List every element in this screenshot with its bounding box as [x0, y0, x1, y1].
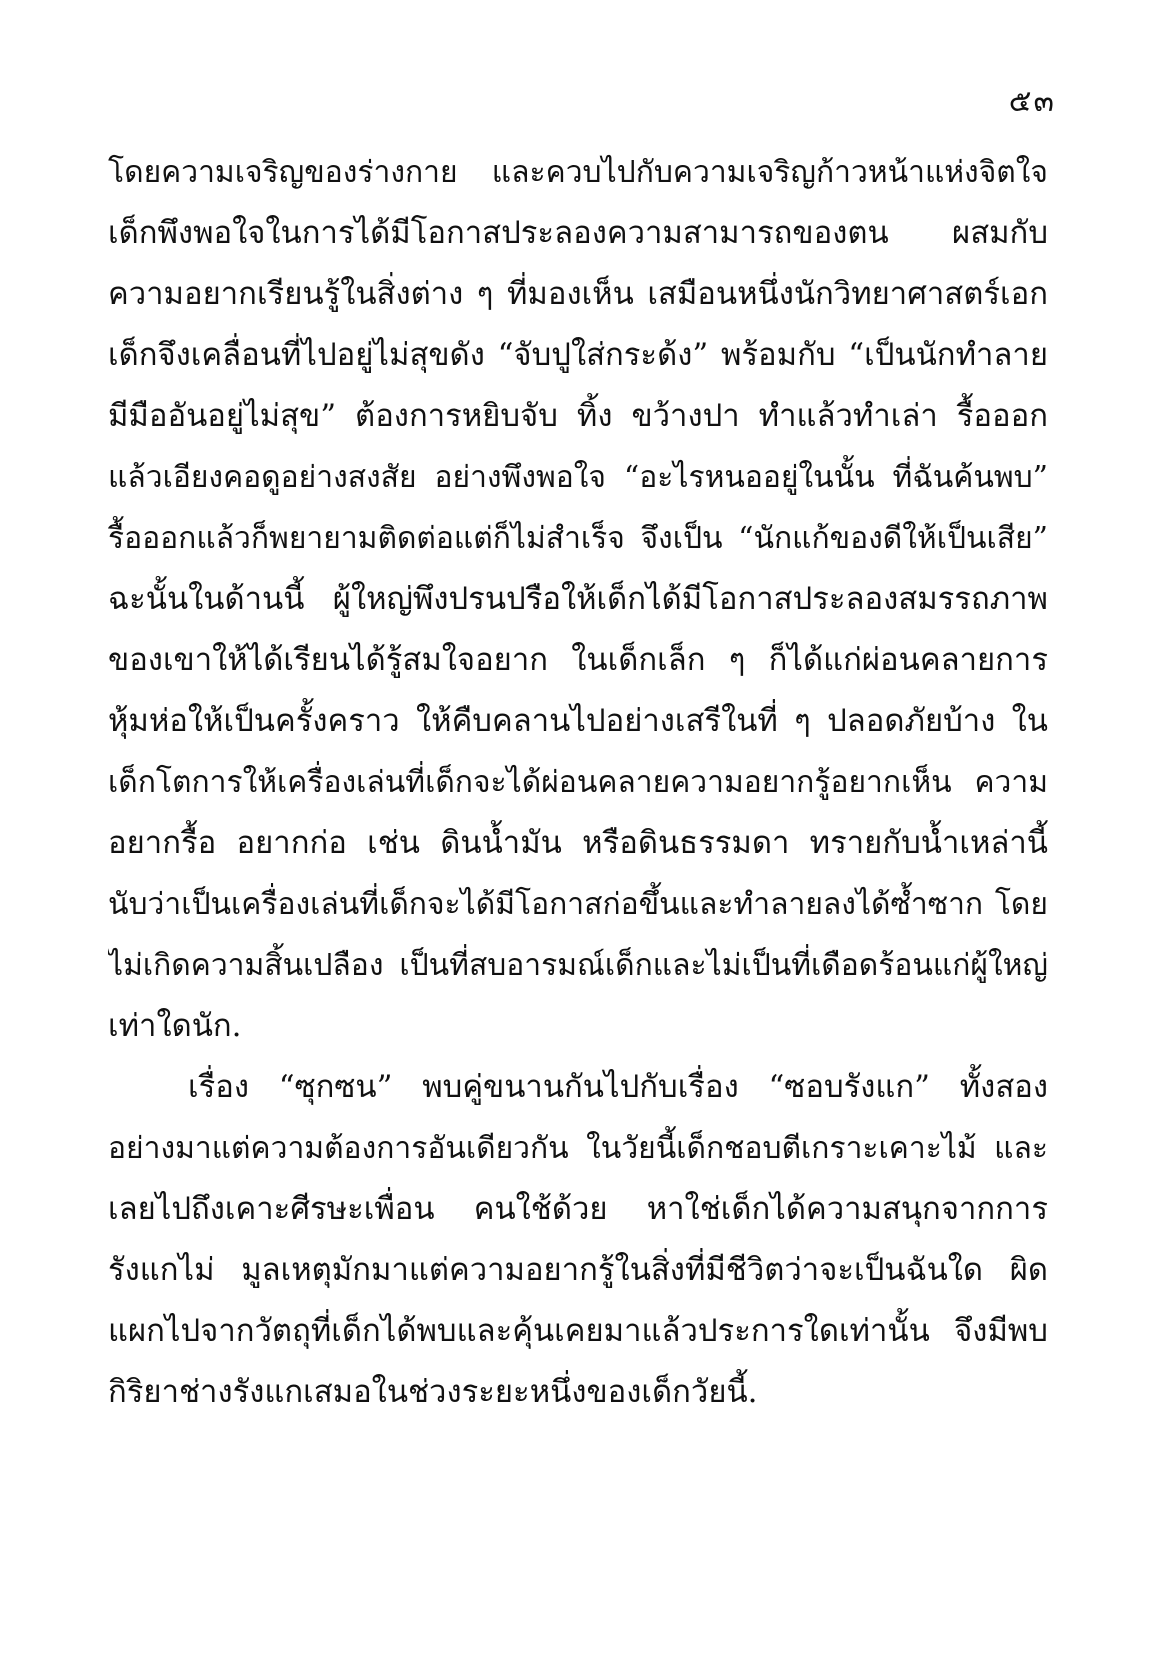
page-number: ๕๓ — [1008, 84, 1056, 119]
text-line: โดยความเจริญของร่างกาย และควบไปกับความเจริญก้าวหน้าแห่งจิตใจ — [108, 155, 1048, 190]
text-line: มีมืออันอยู่ไม่สุข” ต้องการหยิบจับ ทิ้ง ขว้างปา ทำแล้วทำเล่า รื้อออก — [108, 398, 1048, 434]
text-line: หุ้มห่อให้เป็นครั้งคราว ให้คืบคลานไปอย่างเสรีในที่ ๆ ปลอดภัยบ้าง ใน — [108, 703, 1048, 739]
text-line: เด็กจึงเคลื่อนที่ไปอยู่ไม่สุขดัง “จับปูใส่กระด้ง” พร้อมกับ “เป็นนักทำลาย — [108, 337, 1048, 373]
paragraph-start-line: เรื่อง “ซุกซน” พบคู่ขนานกันไปกับเรื่อง “ซอบรังแก” ทั้งสอง — [188, 1069, 1048, 1105]
body-text — [108, 142, 1048, 1423]
text-line: รังแกไม่ มูลเหตุมักมาแต่ความอยากรู้ในสิ่งที่มีชีวิตว่าจะเป็นฉันใด ผิด — [108, 1252, 1048, 1288]
text-line: ความอยากเรียนรู้ในสิ่งต่าง ๆ ที่มองเห็น เสมือนหนึ่งนักวิทยาศาสตร์เอก — [108, 276, 1048, 312]
text-line: แผกไปจากวัตถุที่เด็กได้พบและคุ้นเคยมาแล้วประการใดเท่านั้น จึงมีพบ — [108, 1313, 1048, 1349]
paragraph-end-line: กิริยาช่างรังแกเสมอในช่วงระยะหนึ่งของเด็กวัยนี้. — [108, 1374, 758, 1410]
text-line: นับว่าเป็นเครื่องเล่นที่เด็กจะได้มีโอกาสก่อขึ้นและทำลายลงได้ซ้ำซาก โดย — [108, 887, 1048, 922]
text-line: อย่างมาแต่ความต้องการอันเดียวกัน ในวัยนี้เด็กชอบตีเกราะเคาะไม้ และ — [108, 1131, 1048, 1166]
text-line: ของเขาให้ได้เรียนได้รู้สมใจอยาก ในเด็กเล็ก ๆ ก็ได้แก่ผ่อนคลายการ — [108, 642, 1048, 678]
text-line: แล้วเอียงคอดูอย่างสงสัย อย่างพึงพอใจ “อะไรหนออยู่ในนั้น ที่ฉันค้นพบ” — [108, 460, 1048, 495]
text-line: อยากรื้อ อยากก่อ เช่น ดินน้ำมัน หรือดินธรรมดา ทรายกับน้ำเหล่านี้ — [108, 825, 1048, 861]
text-line: เลยไปถึงเคาะศีรษะเพื่อน คนใช้ด้วย หาใช่เด็กได้ความสนุกจากการ — [108, 1191, 1048, 1227]
paragraph-end-line: เท่าใดนัก. — [108, 1008, 242, 1044]
text-line: เด็กโตการให้เครื่องเล่นที่เด็กจะได้ผ่อนคลายความอยากรู้อยากเห็น ความ — [108, 765, 1048, 800]
text-line: ไม่เกิดความสิ้นเปลือง เป็นที่สบอารมณ์เด็กและไม่เป็นที่เดือดร้อนแก่ผู้ใหญ่ — [108, 948, 1048, 983]
text-line: รื้อออกแล้วก็พยายามติดต่อแต่ก็ไม่สำเร็จ จึงเป็น “นักแก้ของดีให้เป็นเสีย” — [108, 521, 1048, 556]
text-line: ฉะนั้นในด้านนี้ ผู้ใหญ่พึงปรนปรือให้เด็กได้มีโอกาสประลองสมรรถภาพ — [108, 581, 1048, 617]
text-line: เด็กพึงพอใจในการได้มีโอกาสประลองความสามารถของตน ผสมกับ — [108, 215, 1048, 251]
